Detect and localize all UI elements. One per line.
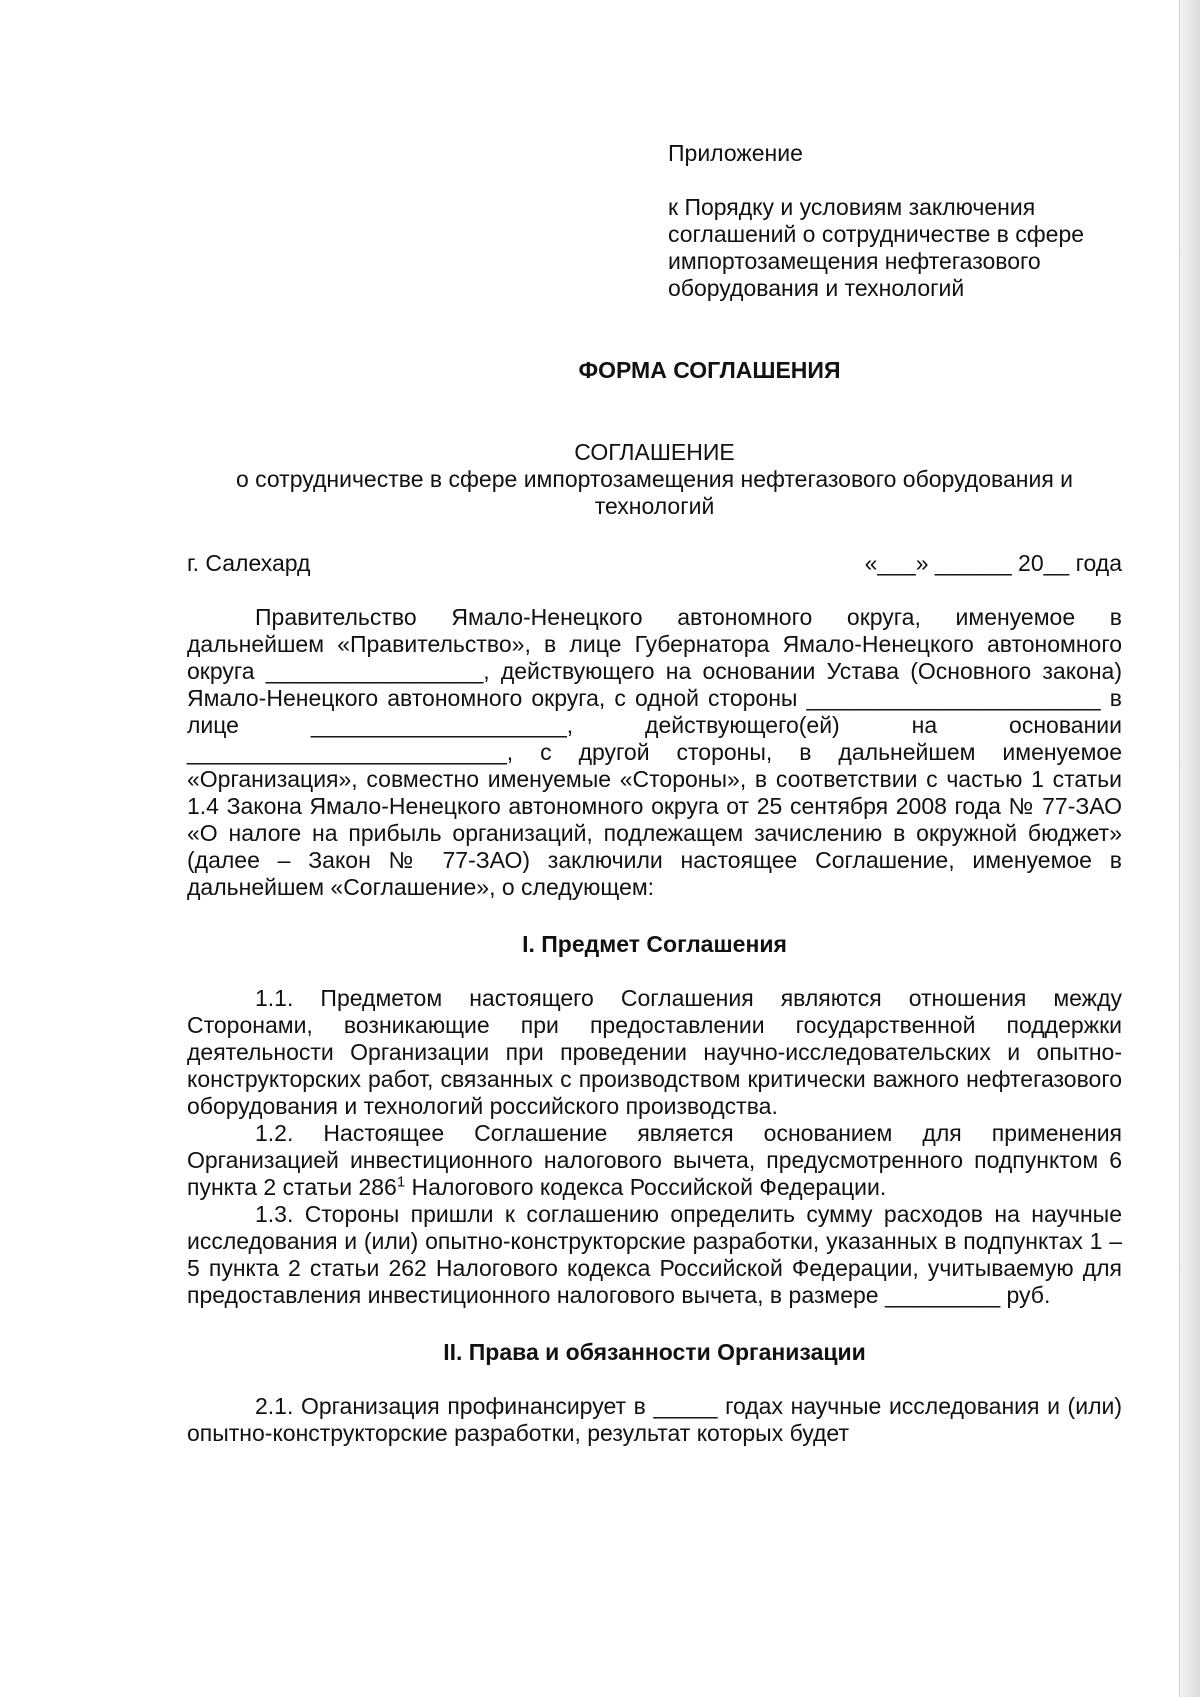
date-text: «___» ______ 20__ года — [864, 550, 1122, 576]
appendix-description: к Порядку и условиям заключения соглашений о сотрудничестве в сфере импортозамещения нефтегазового оборудования и технологий — [668, 194, 1085, 301]
paragraph-1-2-tail: Налогового кодекса Российской Федерации. — [405, 1174, 887, 1200]
agreement-heading-block — [187, 439, 1122, 520]
section-title: II. Права и обязанности Организации — [443, 1339, 866, 1365]
place-date-row — [187, 550, 1122, 577]
paragraph-2-1: 2.1. Организация профинансирует в _____ годах научные исследования и (или) опытно-конструкторские разработки, результат которых будет — [187, 1393, 1122, 1446]
page-edge-strip — [1180, 0, 1200, 1697]
form-title: ФОРМА СОГЛАШЕНИЯ — [578, 357, 841, 383]
section-2 — [187, 1339, 1122, 1447]
agreement-subheading: о сотрудничестве в сфере импортозамещения нефтегазового оборудования и технологий — [235, 466, 1074, 519]
agreement-heading: СОГЛАШЕНИЕ — [574, 439, 735, 465]
paragraph-1-1: 1.1. Предметом настоящего Соглашения являются отношения между Сторонами, возникающие при предоставлении государственной поддержки деятельности Организации при проведении научно-исследовательских и опытно-конструкторских работ, связанных с производством критически важного нефтегазового оборудования и технологий российского производства. — [187, 985, 1122, 1119]
appendix-title: Приложение — [668, 140, 803, 166]
intro-paragraph: Правительство Ямало-Ненецкого автономного округа, именуемое в дальнейшем «Правительство», в лице Губернатора Ямало-Ненецкого автономного округа _________________, действующего на основании Устава (Основного закона) Ямало-Ненецкого автономного округа, с одной стороны _______________________ в лице ____________________, действующего(ей) на основании _________________________, с другой стороны, в дальнейшем именуемое «Организация», совместно именуемые «Стороны», в соответствии с частью 1 статьи 1.4 Закона Ямало-Ненецкого автономного округа от 25 сентября 2008 года № 77-ЗАО «О налоге на прибыль организаций, подлежащем зачислению в окружной бюджет» (далее – Закон № 77-ЗАО) заключили настоящее Соглашение, именуемое в дальнейшем «Соглашение», о следующем: — [187, 604, 1122, 900]
paragraph-1-3: 1.3. Стороны пришли к соглашению определить сумму расходов на научные исследования и (или) опытно-конструкторские разработки, указанных в подпунктах 1 – 5 пункта 2 статьи 262 Налогового кодекса Российской Федерации, учитываемую для предоставления инвестиционного налогового вычета, в размере _________ руб. — [187, 1201, 1122, 1308]
appendix-block — [668, 140, 1098, 302]
article-superscript: 1 — [396, 1173, 406, 1191]
paragraph-1-2-text: 1.2. Настоящее Соглашение является основанием для применения Организацией инвестиционного налогового вычета, предусмотренного подпунктом 6 пункта 2 статьи 286 — [187, 1120, 1122, 1200]
place-text: г. Салехард — [187, 550, 311, 576]
section-1 — [187, 931, 1122, 1309]
section-title: I. Предмет Соглашения — [522, 931, 787, 957]
document-content — [187, 140, 1122, 1447]
paragraph-1-2 — [187, 1120, 1122, 1201]
